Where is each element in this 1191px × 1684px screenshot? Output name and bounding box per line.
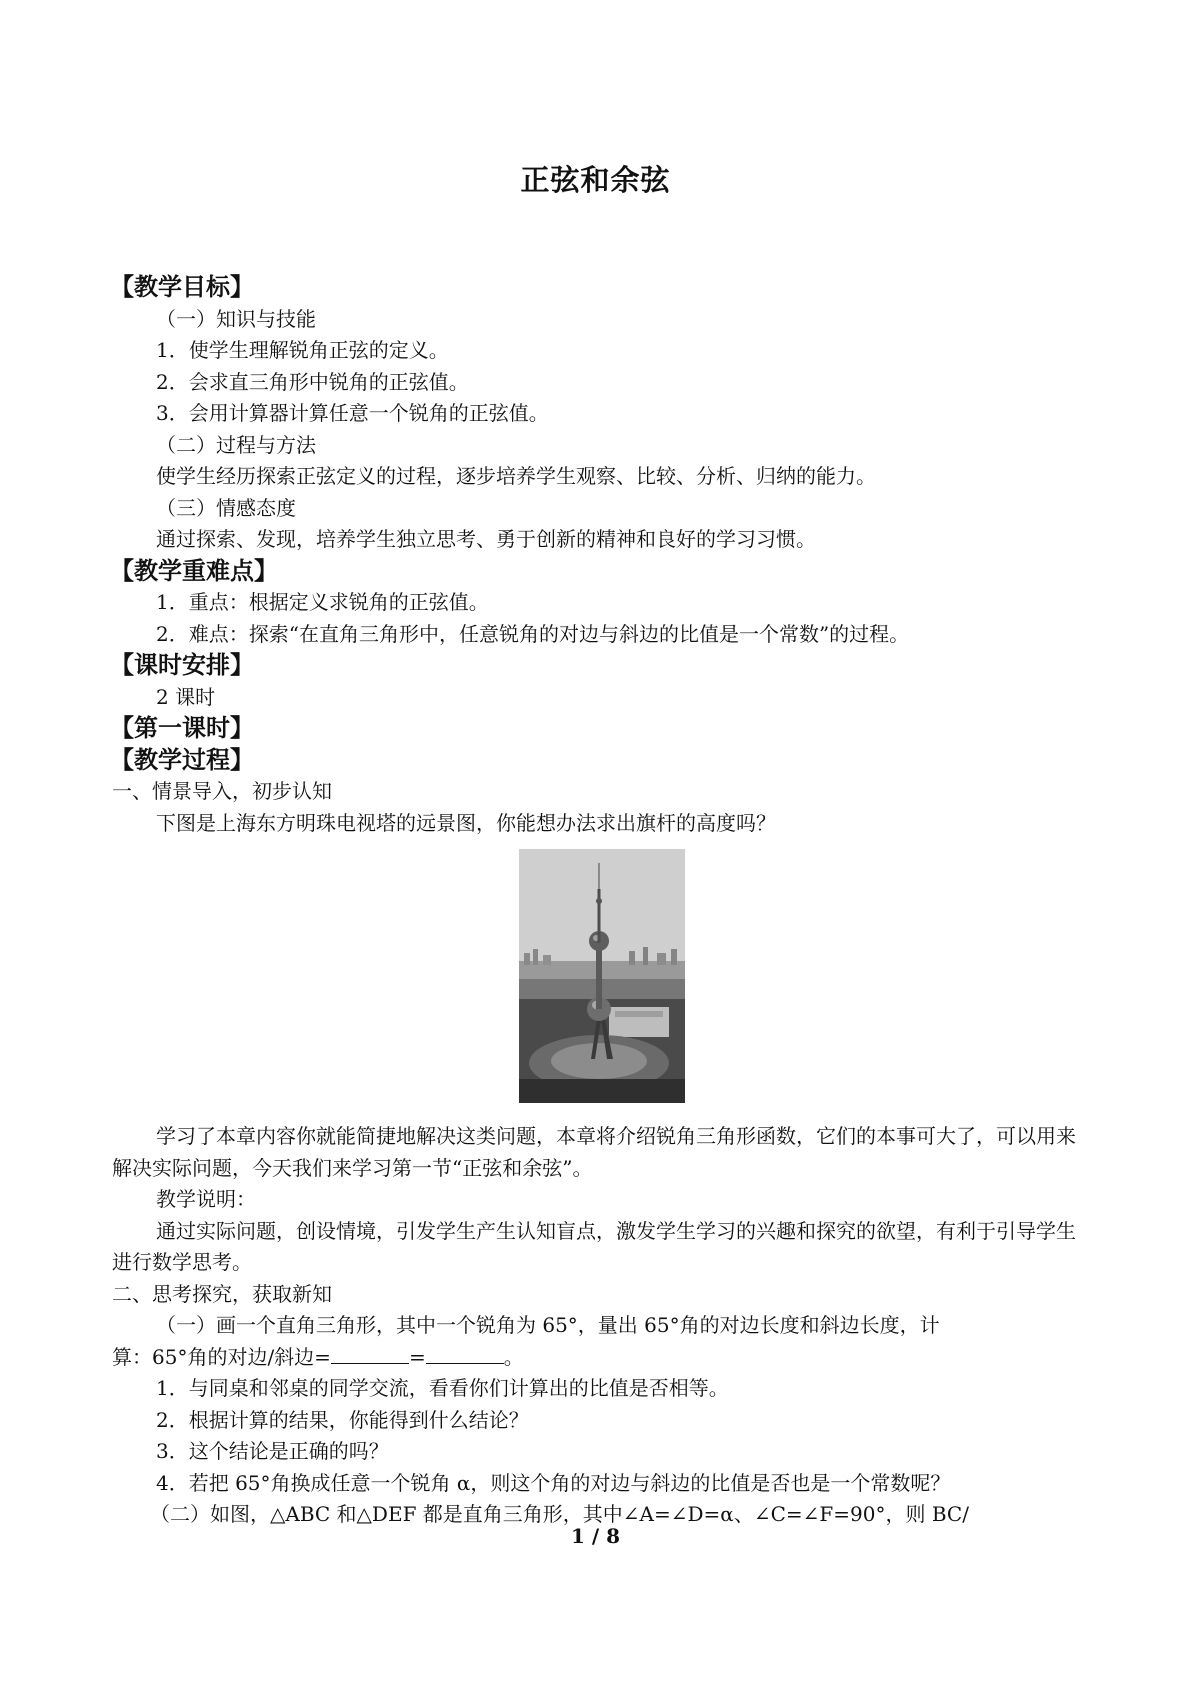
answer-blank [331, 1345, 409, 1364]
document-title: 正弦和余弦 [520, 163, 671, 197]
step-item: 1．与同桌和邻桌的同学交流，看看你们计算出的比值是否相等。 [156, 1376, 729, 1400]
teaching-note-paragraph: 通过实际问题，创设情境，引发学生产生认知盲点，激发学生学习的兴趣和探究的欲望，有利于引导学生进行数学思考。 [112, 1218, 1076, 1274]
page-number: 1 / 8 [570, 1524, 621, 1548]
part1-title: 一、情景导入，初步认知 [112, 779, 332, 803]
step-item: 3．这个结论是正确的吗？ [156, 1439, 389, 1463]
process-text: 使学生经历探索正弦定义的过程，逐步培养学生观察、比较、分析、归纳的能力。 [156, 464, 876, 488]
subheading-knowledge: （一）知识与技能 [156, 306, 316, 331]
question1-prefix: 算：65°角的对边/斜边= [112, 1344, 331, 1369]
section-heading-process: 【教学过程】 [110, 745, 254, 774]
part2-title: 二、思考探究，获取新知 [112, 1281, 332, 1306]
photo-container [112, 849, 1092, 1103]
question2-line: （二）如图，△ABC 和△DEF 都是直角三角形，其中∠A=∠D=α、∠C=∠F=90°，则 BC/ [150, 1502, 969, 1526]
section-heading-key-points: 【教学重难点】 [110, 556, 278, 585]
objective-item: 1．使学生理解锐角正弦的定义。 [156, 338, 449, 362]
objective-item: 3．会用计算器计算任意一个锐角的正弦值。 [156, 401, 549, 425]
attitude-text: 通过探索、发现，培养学生独立思考、勇于创新的精神和良好的学习习惯。 [156, 527, 816, 551]
section-heading-schedule: 【课时安排】 [110, 651, 254, 679]
section-heading-objectives: 【教学目标】 [110, 273, 254, 301]
part1-text: 下图是上海东方明珠电视塔的远景图，你能想办法求出旗杆的高度吗？ [156, 810, 776, 835]
schedule-text: 2 课时 [156, 684, 216, 709]
step-item: 4．若把 65°角换成任意一个锐角 α，则这个角的对边与斜边的比值是否也是一个常数呢？ [156, 1470, 951, 1495]
step-item: 2．根据计算的结果，你能得到什么结论？ [156, 1407, 529, 1432]
answer-blank [426, 1345, 504, 1364]
objective-item: 2．会求直三角形中锐角的正弦值。 [156, 369, 469, 394]
question1-equals: = [408, 1344, 426, 1369]
teaching-note-label: 教学说明： [156, 1187, 256, 1211]
key-point-item: 2．难点：探索“在直角三角形中，任意锐角的对边与斜边的比值是一个常数”的过程。 [156, 621, 910, 646]
document-body [112, 272, 1092, 1531]
subheading-process: （二）过程与方法 [156, 432, 316, 457]
oriental-pearl-tower-photo [519, 849, 685, 1103]
intro-paragraph: 学习了本章内容你就能简捷地解决这类问题，本章将介绍锐角三角形函数，它们的本事可大了，可以用来解决实际问题，今天我们来学习第一节“正弦和余弦”。 [112, 1124, 1076, 1180]
subheading-attitude: （三）情感态度 [156, 495, 296, 520]
question1-suffix: 。 [503, 1344, 524, 1369]
question1-line1: （一）画一个直角三角形，其中一个锐角为 65°，量出 65°角的对边长度和斜边长度，计 [156, 1313, 940, 1337]
section-heading-lesson1: 【第一课时】 [110, 714, 254, 742]
question1-line2 [112, 1342, 1092, 1374]
key-point-item: 1．重点：根据定义求锐角的正弦值。 [156, 590, 489, 614]
